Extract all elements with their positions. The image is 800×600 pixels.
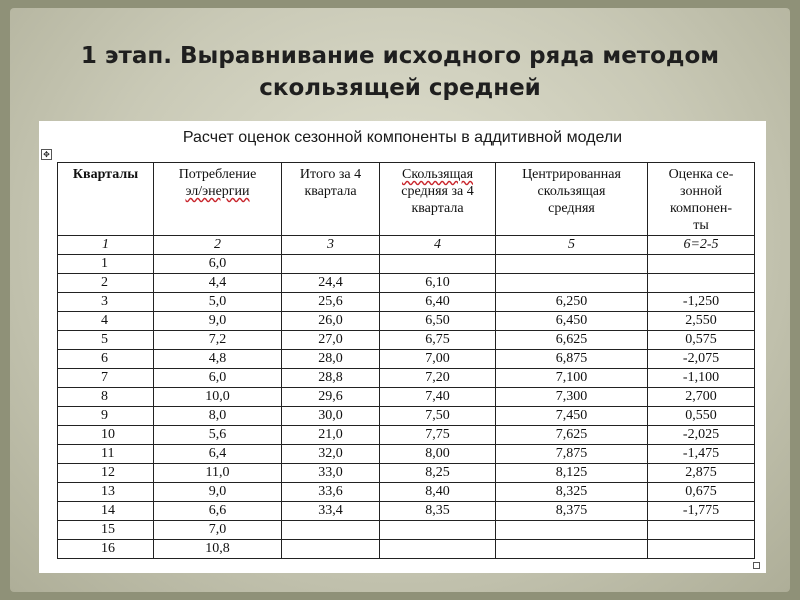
header-line: Скользящая xyxy=(401,167,474,182)
table-cell: 10,0 xyxy=(154,388,282,407)
table-cell: -1,250 xyxy=(648,293,755,312)
column-index-cell: 6=2-5 xyxy=(648,236,755,255)
table-cell: 6,40 xyxy=(380,293,496,312)
table-row xyxy=(58,464,755,483)
column-index-cell: 2 xyxy=(154,236,282,255)
column-index-cell: 5 xyxy=(496,236,648,255)
table-cell: 14 xyxy=(58,502,154,521)
header-consumption xyxy=(154,163,282,236)
table-cell: 2,700 xyxy=(648,388,755,407)
table-cell: 33,6 xyxy=(282,483,380,502)
table-cell xyxy=(282,255,380,274)
table-cell: 2 xyxy=(58,274,154,293)
table-cell: 13 xyxy=(58,483,154,502)
header-centered-moving-average xyxy=(496,163,648,236)
column-index-cell: 3 xyxy=(282,236,380,255)
table-cell: 7,100 xyxy=(496,369,648,388)
table-cell: 0,675 xyxy=(648,483,755,502)
table-cell xyxy=(648,274,755,293)
table-cell: 25,6 xyxy=(282,293,380,312)
table-cell: 8,00 xyxy=(380,445,496,464)
table-cell: 8 xyxy=(58,388,154,407)
slide-title-line-1: 1 этап. Выравнивание исходного ряда методом xyxy=(80,43,720,69)
table-cell: 26,0 xyxy=(282,312,380,331)
table-row xyxy=(58,483,755,502)
table-row xyxy=(58,407,755,426)
table-cell: 6,50 xyxy=(380,312,496,331)
header-line: Оценка се- xyxy=(668,167,734,182)
column-index-row xyxy=(58,236,755,255)
table-cell: 6,75 xyxy=(380,331,496,350)
table-cell: 6,625 xyxy=(496,331,648,350)
table-cell: -1,100 xyxy=(648,369,755,388)
table-cell: 8,125 xyxy=(496,464,648,483)
table-cell: 8,25 xyxy=(380,464,496,483)
table-move-handle-icon[interactable]: ✥ xyxy=(41,149,52,160)
header-line: компонен- xyxy=(669,201,733,216)
table-cell: 4,4 xyxy=(154,274,282,293)
table-cell: 24,4 xyxy=(282,274,380,293)
table-cell: 21,0 xyxy=(282,426,380,445)
table-cell: 16 xyxy=(58,540,154,559)
table-cell xyxy=(282,521,380,540)
table-body xyxy=(58,236,755,559)
table-cell: 12 xyxy=(58,464,154,483)
table-cell: -2,025 xyxy=(648,426,755,445)
header-line: Центрированная xyxy=(522,167,621,182)
table-row xyxy=(58,274,755,293)
table-cell: -1,475 xyxy=(648,445,755,464)
table-cell: 11,0 xyxy=(154,464,282,483)
table-row xyxy=(58,540,755,559)
table-cell: 28,0 xyxy=(282,350,380,369)
table-cell: 9 xyxy=(58,407,154,426)
table-cell: 6,6 xyxy=(154,502,282,521)
table-cell: 9,0 xyxy=(154,312,282,331)
table-cell: 2,875 xyxy=(648,464,755,483)
table-cell: 5,0 xyxy=(154,293,282,312)
table-cell: 10,8 xyxy=(154,540,282,559)
table-cell: 7,625 xyxy=(496,426,648,445)
table-cell xyxy=(496,540,648,559)
header-line: Итого за 4 xyxy=(299,167,362,182)
table-cell: 7,75 xyxy=(380,426,496,445)
table-cell: 5,6 xyxy=(154,426,282,445)
header-seasonal-estimate xyxy=(648,163,755,236)
table-cell: 7,875 xyxy=(496,445,648,464)
table-row xyxy=(58,445,755,464)
table-cell: 0,575 xyxy=(648,331,755,350)
table-cell: 7,0 xyxy=(154,521,282,540)
header-line: средняя xyxy=(548,201,595,216)
table-cell: 0,550 xyxy=(648,407,755,426)
header-line: Кварталы xyxy=(72,167,139,182)
header-quarters xyxy=(58,163,154,236)
table-cell xyxy=(648,255,755,274)
table-caption: Расчет оценок сезонной компоненты в аддитивной модели xyxy=(182,129,623,146)
table-row xyxy=(58,502,755,521)
table-cell xyxy=(496,274,648,293)
table-cell: -1,775 xyxy=(648,502,755,521)
table-row xyxy=(58,521,755,540)
column-index-cell: 1 xyxy=(58,236,154,255)
table-cell: 6,450 xyxy=(496,312,648,331)
table-cell xyxy=(496,521,648,540)
table-cell xyxy=(380,521,496,540)
table-cell: 6,10 xyxy=(380,274,496,293)
table-cell: 7,20 xyxy=(380,369,496,388)
table-cell: 29,6 xyxy=(282,388,380,407)
table-header-row xyxy=(58,163,755,236)
table-resize-handle-icon[interactable] xyxy=(753,562,760,569)
table-row xyxy=(58,255,755,274)
table-cell: 3 xyxy=(58,293,154,312)
table-cell: 6,0 xyxy=(154,255,282,274)
table-cell: 4 xyxy=(58,312,154,331)
table-cell: 27,0 xyxy=(282,331,380,350)
table-cell: 7,300 xyxy=(496,388,648,407)
header-line: ты xyxy=(693,218,709,233)
table-cell xyxy=(282,540,380,559)
slide-title-line-2: скользящей средней xyxy=(259,75,541,101)
header-line: средняя за 4 xyxy=(401,184,474,199)
table-row xyxy=(58,293,755,312)
header-line: эл/энергии xyxy=(185,184,250,199)
table-cell: 7,450 xyxy=(496,407,648,426)
table-row xyxy=(58,331,755,350)
table-cell: 9,0 xyxy=(154,483,282,502)
table-cell: 32,0 xyxy=(282,445,380,464)
table-cell: 8,325 xyxy=(496,483,648,502)
table-cell: 30,0 xyxy=(282,407,380,426)
table-cell: 1 xyxy=(58,255,154,274)
table-cell xyxy=(496,255,648,274)
table-cell xyxy=(648,540,755,559)
table-cell: 7,2 xyxy=(154,331,282,350)
table-cell: 8,0 xyxy=(154,407,282,426)
table-cell: 33,4 xyxy=(282,502,380,521)
table-row xyxy=(58,312,755,331)
slide-title xyxy=(0,40,800,104)
table-row xyxy=(58,388,755,407)
table-cell: 8,375 xyxy=(496,502,648,521)
table-cell: -2,075 xyxy=(648,350,755,369)
table-cell xyxy=(380,255,496,274)
table-cell: 6 xyxy=(58,350,154,369)
header-line: квартала xyxy=(304,184,357,199)
header-moving-average xyxy=(380,163,496,236)
table-cell: 5 xyxy=(58,331,154,350)
table-cell: 7,50 xyxy=(380,407,496,426)
column-index-cell: 4 xyxy=(380,236,496,255)
table-cell: 28,8 xyxy=(282,369,380,388)
table-cell: 10 xyxy=(58,426,154,445)
document-panel xyxy=(39,121,766,573)
table-row xyxy=(58,426,755,445)
header-line: скользящая xyxy=(537,184,606,199)
header-total-4-quarters xyxy=(282,163,380,236)
table-cell: 4,8 xyxy=(154,350,282,369)
table-row xyxy=(58,350,755,369)
header-line: Потребление xyxy=(178,167,257,182)
table-cell: 15 xyxy=(58,521,154,540)
table-row xyxy=(58,369,755,388)
table-cell: 6,875 xyxy=(496,350,648,369)
table-cell: 33,0 xyxy=(282,464,380,483)
table-cell xyxy=(380,540,496,559)
table-cell: 7,00 xyxy=(380,350,496,369)
table-cell: 11 xyxy=(58,445,154,464)
table-cell: 6,250 xyxy=(496,293,648,312)
table-cell xyxy=(648,521,755,540)
table-cell: 2,550 xyxy=(648,312,755,331)
table-cell: 7 xyxy=(58,369,154,388)
table-cell: 8,40 xyxy=(380,483,496,502)
header-line: зонной xyxy=(680,184,722,199)
table-cell: 7,40 xyxy=(380,388,496,407)
table-cell: 6,0 xyxy=(154,369,282,388)
seasonal-component-table xyxy=(57,162,755,559)
header-line: квартала xyxy=(411,201,464,216)
table-cell: 8,35 xyxy=(380,502,496,521)
table-cell: 6,4 xyxy=(154,445,282,464)
